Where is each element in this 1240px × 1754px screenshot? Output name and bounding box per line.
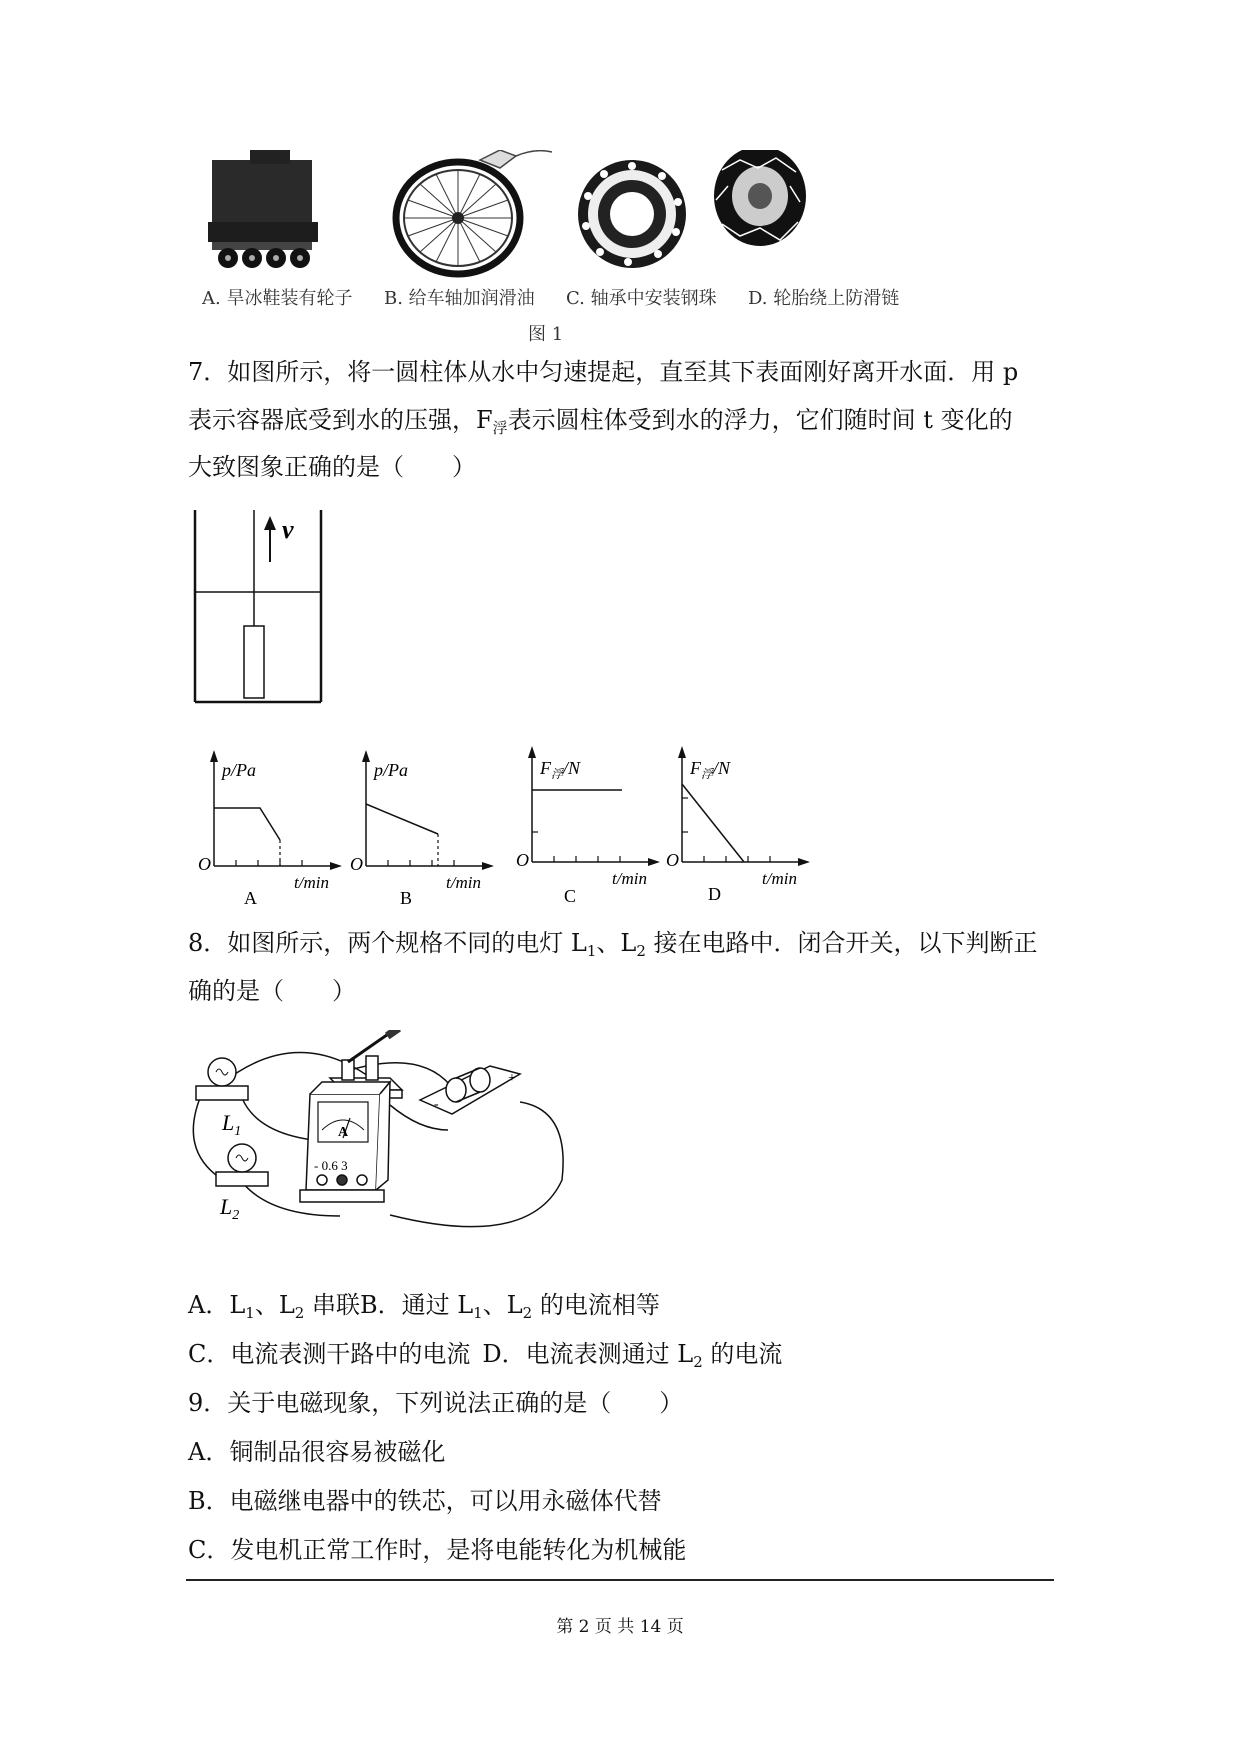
q7-graph-d — [664, 744, 814, 904]
velocity-label: v — [282, 515, 294, 544]
q8-line-1 — [188, 928, 1038, 966]
q8-line-1-c: 接在电路中．闭合开关，以下判断正 — [645, 929, 1038, 957]
q7-line-3: 大致图象正确的是（ ） — [188, 453, 476, 481]
graph-d-xlabel: t/min — [762, 869, 797, 888]
graph-c-ylabel-sub: 浮 — [551, 767, 564, 781]
q8-options-ab — [188, 1290, 660, 1328]
q8-option-b-mid: 、L — [482, 1291, 523, 1319]
ammeter-terminals: - 0.6 3 — [314, 1158, 348, 1173]
q8-option-a-pre: A．L — [188, 1291, 246, 1319]
q7-vessel-diagram — [190, 510, 330, 710]
lamp-l1-sub: 1 — [234, 1124, 242, 1139]
q9-stem: 9．关于电磁现象，下列说法正确的是（ ） — [188, 1389, 684, 1417]
q8-line-1-b: 、L — [596, 929, 637, 957]
q8-option-b-sub-1: 1 — [473, 1304, 483, 1322]
graph-c-label: C — [564, 886, 577, 904]
lamp-l2-sub: 2 — [232, 1208, 240, 1223]
lamp-l2-label — [219, 1194, 239, 1223]
q8-line-2: 确的是（ ） — [188, 977, 356, 1005]
graph-d-ylabel-main: F — [690, 758, 701, 778]
q8-circuit-diagram — [190, 1030, 590, 1255]
graph-d-origin: O — [666, 850, 679, 870]
q8-option-a-mid: 、L — [254, 1291, 295, 1319]
graph-d-label: D — [708, 884, 721, 904]
caption-a: A. 旱冰鞋装有轮子 — [202, 288, 353, 309]
lamp-l1-letter: L — [222, 1110, 235, 1135]
q8-option-b-pre: B．通过 L — [359, 1291, 474, 1319]
q7-line-2-sub: 浮 — [492, 419, 508, 437]
q8-line-1-sub-2: 2 — [636, 942, 646, 960]
q8-option-d-pre: D．电流表测通过 L — [482, 1340, 694, 1368]
ammeter — [300, 1082, 390, 1202]
graph-b-xlabel: t/min — [446, 873, 481, 892]
svg-text:+: + — [508, 1071, 516, 1086]
tire-chain-image — [714, 150, 806, 246]
bearing-image — [578, 160, 686, 268]
graph-c-ylabel-unit: /N — [563, 758, 581, 778]
graph-d-ylabel-sub: 浮 — [701, 767, 714, 781]
q7-line-1: 7．如图所示，将一圆柱体从水中匀速提起，直至其下表面刚好离开水面．用 p — [188, 358, 1019, 386]
skate-image — [208, 150, 318, 268]
q8-line-1-sub-1: 1 — [586, 942, 597, 960]
lamp-l1-label — [221, 1110, 241, 1139]
q9-option-b: B．电磁继电器中的铁芯，可以用永磁体代替 — [188, 1487, 662, 1515]
ammeter-symbol: A — [338, 1125, 349, 1140]
graph-b-origin: O — [350, 854, 363, 874]
q8-options-cd — [188, 1339, 782, 1377]
graph-d-ylabel — [689, 758, 731, 781]
caption-d: D. 轮胎绕上防滑链 — [748, 288, 900, 309]
q7-line-2-post: 表示圆柱体受到水的浮力，它们随时间 t 变化的 — [507, 406, 1013, 434]
q8-option-b-sub-2: 2 — [522, 1304, 533, 1322]
graph-c-xlabel: t/min — [612, 869, 647, 888]
q8-option-a-post: 串联 — [304, 1291, 360, 1319]
page-number: 第 2 页 共 14 页 — [556, 1617, 684, 1637]
q8-option-b-post: 的电流相等 — [532, 1291, 660, 1319]
q8-option-d-post: 的电流 — [702, 1340, 783, 1368]
graph-d-ylabel-unit: /N — [713, 758, 731, 778]
footer-rule — [186, 1579, 1054, 1581]
graph-c-ylabel-main: F — [540, 758, 551, 778]
q8-option-d-sub: 2 — [693, 1353, 703, 1371]
q7-graph-c — [514, 744, 664, 904]
caption-c: C. 轴承中安装钢珠 — [566, 288, 717, 309]
svg-text:-: - — [434, 1097, 439, 1112]
graph-c-origin: O — [516, 850, 529, 870]
lamp-l1 — [196, 1058, 248, 1100]
q7-line-2-pre: 表示容器底受到水的压强，F — [188, 406, 493, 434]
graph-a-xlabel: t/min — [294, 873, 329, 892]
figure-1-title: 图 1 — [528, 324, 564, 345]
graph-a-ylabel: p/Pa — [222, 760, 256, 780]
caption-b: B. 给车轴加润滑油 — [384, 288, 535, 309]
graph-a-label: A — [244, 888, 257, 908]
q9-option-a: A．铜制品很容易被磁化 — [188, 1438, 446, 1466]
q7-graph-a — [196, 748, 346, 908]
graph-b-label: B — [400, 888, 413, 908]
q8-option-a-sub-1: 1 — [245, 1304, 255, 1322]
q9-option-c: C．发电机正常工作时，是将电能转化为机械能 — [188, 1536, 687, 1564]
q8-option-c: C．电流表测干路中的电流 — [188, 1340, 471, 1368]
graph-a-origin: O — [198, 854, 211, 874]
graph-c-ylabel — [539, 758, 581, 781]
figure-1-photos — [200, 150, 920, 290]
q7-graph-b — [348, 748, 498, 908]
q8-option-a-sub-2: 2 — [294, 1304, 305, 1322]
q7-line-2 — [188, 405, 1013, 443]
lamp-l2-letter: L — [220, 1194, 233, 1219]
bicycle-wheel-image — [396, 150, 552, 274]
q8-line-1-a: 8．如图所示，两个规格不同的电灯 L — [188, 929, 587, 957]
lamp-l2 — [216, 1144, 268, 1186]
graph-b-ylabel: p/Pa — [374, 760, 408, 780]
